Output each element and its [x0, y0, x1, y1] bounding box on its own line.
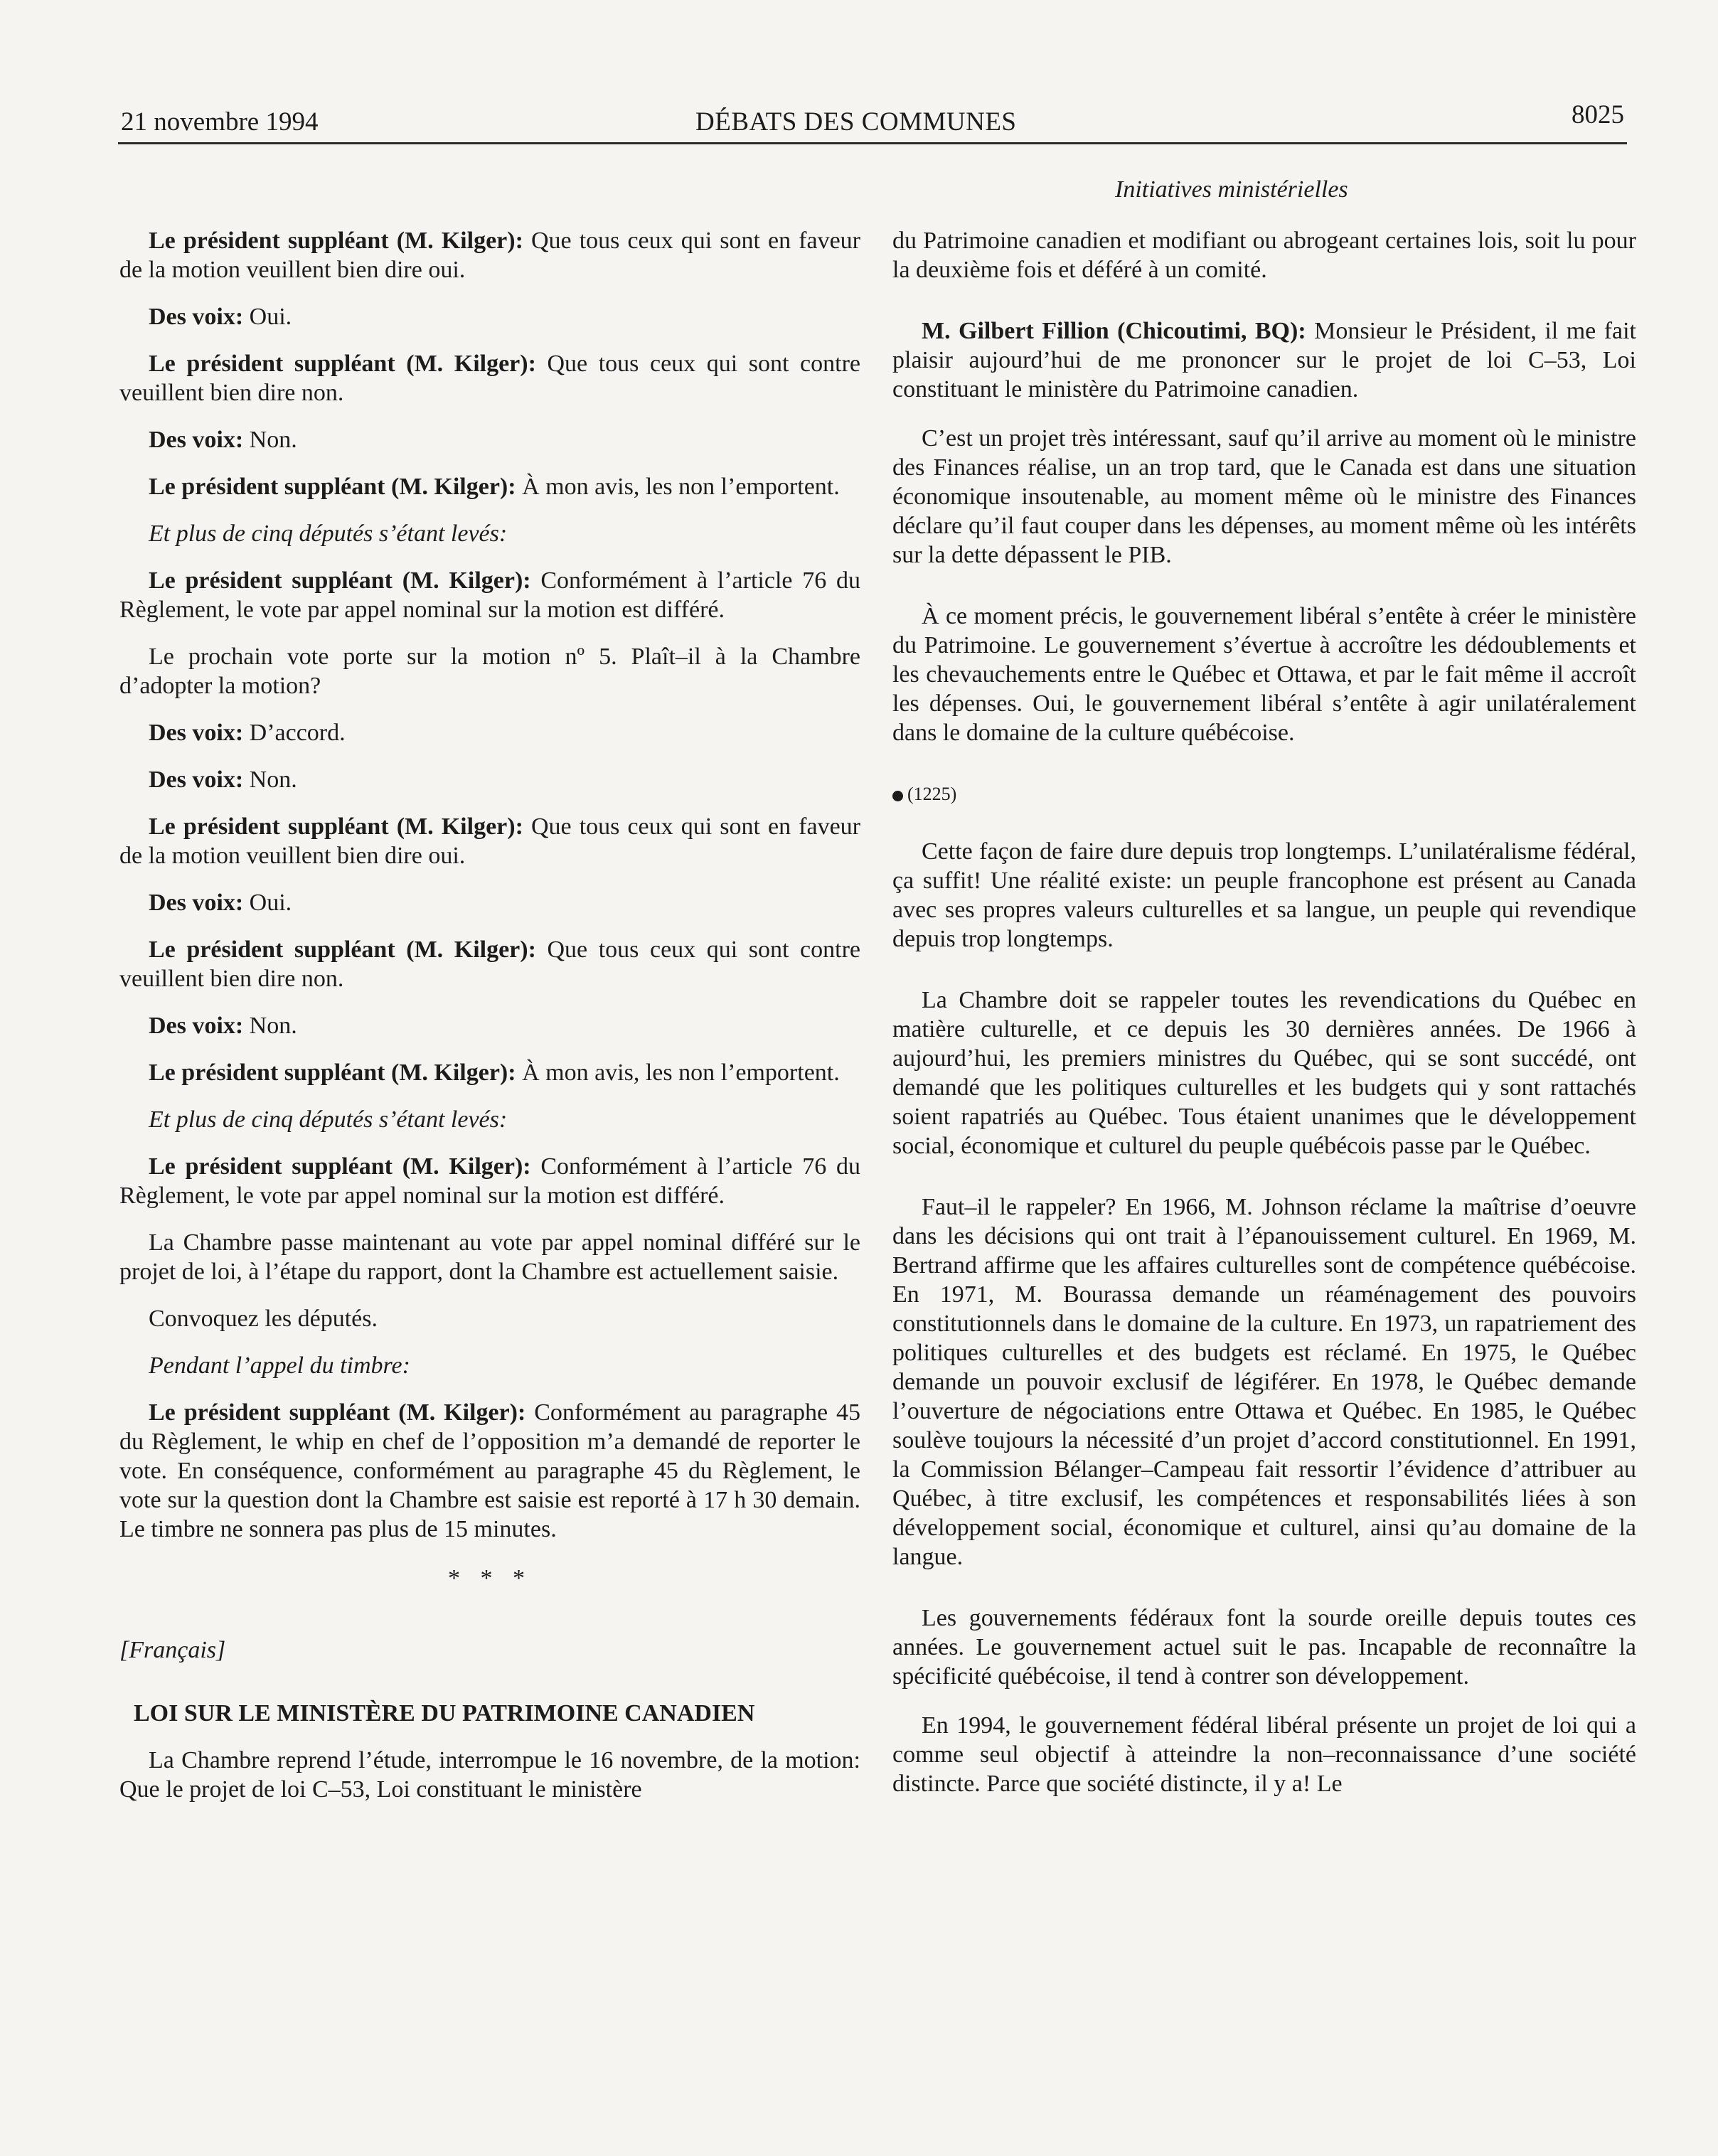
speaker-name: Le président suppléant (M. Kilger):	[149, 228, 523, 254]
speech-text: D’accord.	[243, 720, 346, 746]
speaker-name: Le président suppléant (M. Kilger):	[149, 567, 531, 594]
paragraph: La Chambre doit se rappeler toutes les revendications du Québec en matière culturelle, et ce depuis les 30 dernières années. De 1966 à aujourd’hui, les premiers ministres du Québec, qui se sont succédé, ont demandé que les politiques culturelles et les budgets qui y sont rattachés soient rapatriés au Québec. Tous étaient unanimes que le développement social, économique et culturel du peuple québécois passe par le Québec.	[892, 987, 1636, 1159]
paragraph: À ce moment précis, le gouvernement libéral s’entête à créer le ministère du Patrimoine. Le gouvernement s’évertue à accroître les dédoublements et les chevauchements entre le Québec et Ottawa, et par le fait même il accroît les dépenses. Oui, le gouvernement libéral s’entête à agir unilatéralement dans le domaine de la culture québécoise.	[892, 603, 1636, 746]
speaker-name: Des voix:	[149, 890, 244, 916]
paragraph	[119, 935, 860, 993]
paragraph	[119, 472, 860, 501]
paragraph: Les gouvernements fédéraux font la sourde oreille depuis toutes ces années. Le gouvernement actuel suit le pas. Incapable de reconnaître la spécificité québécoise, il tend à contrer son développement.	[892, 1605, 1636, 1690]
speech-text: À mon avis, les non l’emportent.	[516, 1060, 840, 1086]
section-separator: * * *	[448, 1565, 532, 1591]
paragraph	[119, 888, 860, 917]
speaker-name: Le président suppléant (M. Kilger):	[149, 1060, 516, 1086]
speaker-name: Le président suppléant (M. Kilger):	[149, 1399, 526, 1426]
speech-text: Que tous ceux qui sont en faveur de la motion veuillent bien dire oui.	[119, 228, 861, 283]
speaker-name: Des voix:	[149, 304, 244, 330]
speech-text: Que tous ceux qui sont en faveur de la motion veuillent bien dire oui.	[119, 813, 861, 869]
stage-direction: Pendant l’appel du timbre:	[149, 1352, 410, 1379]
language-tag: [Français]	[119, 1637, 226, 1663]
speaker-name: Des voix:	[149, 767, 244, 793]
speaker-name: Des voix:	[149, 720, 244, 746]
speech-text: Que tous ceux qui sont contre veuillent bien dire non.	[119, 351, 861, 406]
speaker-name: Le président suppléant (M. Kilger):	[149, 936, 536, 963]
paragraph	[119, 226, 860, 284]
paragraph	[119, 812, 860, 870]
speaker-name: Le président suppléant (M. Kilger):	[149, 474, 516, 500]
speech-text: Conformément à l’article 76 du Règlement, le vote par appel nominal sur la motion est différé.	[119, 567, 860, 623]
header-page-number: 8025	[1572, 100, 1624, 129]
paragraph	[119, 425, 860, 454]
paragraph	[119, 1058, 860, 1087]
paragraph	[119, 1152, 860, 1210]
speaker-name: Le président suppléant (M. Kilger):	[149, 813, 523, 840]
speech-text: Oui.	[243, 304, 292, 330]
paragraph	[119, 718, 860, 747]
left-column	[119, 226, 860, 1822]
speaker-name: Des voix:	[149, 1013, 244, 1039]
header-date: 21 novembre 1994	[121, 107, 319, 137]
paragraph: La Chambre passe maintenant au vote par appel nominal différé sur le projet de loi, à l’étape du rapport, dont la Chambre est actuellement saisie.	[119, 1229, 860, 1285]
paragraph: Faut–il le rappeler? En 1966, M. Johnson réclame la maîtrise d’oeuvre dans les décisions qui ont trait à l’épanouissement culturel. En 1969, M. Bertrand affirme que les affaires culturelles sont de compétence québécoise. En 1971, M. Bourassa demande un réaménagement des pouvoirs constitutionnels dans le domaine de la culture. En 1973, un rapatriement des politiques culturelles et des budgets est réclamé. En 1975, le Québec demande un pouvoir exclusif de légiférer. En 1978, le Québec demande l’ouverture de négociations entre Ottawa et Québec. En 1985, le Québec soulève toujours la nécessité d’un projet d’accord constitutionnel. En 1991, la Commission Bélanger–Campeau fait ressortir l’évidence d’attribuer au Québec, à titre exclusif, les compétences et responsabilités liées à son développement social, économique et culturel, ainsi qu’au domaine de la langue.	[892, 1194, 1636, 1570]
paragraph	[119, 1011, 860, 1040]
paragraph	[119, 566, 860, 624]
paragraph: La Chambre reprend l’étude, interrompue le 16 novembre, de la motion: Que le projet de loi C–53, Loi constituant le ministère	[119, 1747, 860, 1803]
paragraph	[892, 316, 1636, 404]
paragraph	[119, 765, 860, 794]
speech-text: Conformément au paragraphe 45 du Règlement, le whip en chef de l’opposition m’a demandé de reporter le vote. En conséquence, conformément au paragraphe 45 du Règlement, le vote sur la question dont la Chambre est saisie est reporté à 17 h 30 demain. Le timbre ne sonnera pas plus de 15 minutes.	[119, 1399, 860, 1542]
timestamp-text: (1225)	[907, 784, 957, 804]
paragraph: C’est un projet très intéressant, sauf qu’il arrive au moment où le ministre des Finances réalise, un an trop tard, que le Canada est dans une situation économique insoutenable, au moment même où le ministre des Finances déclare qu’il faut couper dans les dépenses, au moment même où les intérêts sur la dette dépassent le PIB.	[892, 425, 1636, 568]
speaker-name: Des voix:	[149, 427, 244, 453]
speech-text: Non.	[243, 1013, 297, 1039]
speech-text: Non.	[243, 767, 297, 793]
speech-text: À mon avis, les non l’emportent.	[516, 474, 840, 500]
paragraph	[119, 349, 860, 407]
right-column	[892, 226, 1636, 1830]
stage-direction: Et plus de cinq députés s’étant levés:	[149, 1106, 508, 1133]
paragraph: Convoquez les députés.	[149, 1306, 378, 1332]
paragraph: Le prochain vote porte sur la motion nº 5. Plaît–il à la Chambre d’adopter la motion?	[119, 644, 860, 699]
header-rule	[118, 142, 1627, 144]
speech-text: Non.	[243, 427, 297, 453]
bullet-icon	[892, 791, 903, 801]
speech-text: Oui.	[243, 890, 292, 916]
paragraph	[119, 302, 860, 331]
speaker-name: M. Gilbert Fillion (Chicoutimi, BQ):	[922, 318, 1306, 344]
paragraph	[119, 1398, 860, 1544]
speech-text: Que tous ceux qui sont contre veuillent bien dire non.	[119, 936, 861, 992]
speech-text: Monsieur le Président, il me fait plaisir aujourd’hui de me prononcer sur le projet de loi C–53, Loi constituant le ministère du Patrimoine canadien.	[892, 318, 1636, 402]
timestamp	[892, 779, 1636, 808]
bill-heading: LOI SUR LE MINISTÈRE DU PATRIMOINE CANADIEN	[134, 1700, 755, 1727]
header-publication-title: DÉBATS DES COMMUNES	[695, 107, 1017, 137]
speaker-name: Le président suppléant (M. Kilger):	[149, 1153, 531, 1180]
speaker-name: Le président suppléant (M. Kilger):	[149, 351, 536, 377]
paragraph: En 1994, le gouvernement fédéral libéral présente un projet de loi qui a comme seul objectif à atteindre la non–reconnaissance d’une société distincte. Parce que société distincte, il y a! Le	[892, 1712, 1636, 1797]
paragraph: Cette façon de faire dure depuis trop longtemps. L’unilatéralisme fédéral, ça suffit! Une réalité existe: un peuple francophone est présent au Canada avec ses propres valeurs culturelles et sa langue, un peuple qui revendique depuis trop longtemps.	[892, 838, 1636, 952]
stage-direction: Et plus de cinq députés s’étant levés:	[149, 521, 508, 547]
speech-text: Conformément à l’article 76 du Règlement, le vote par appel nominal sur la motion est différé.	[119, 1153, 860, 1209]
paragraph: du Patrimoine canadien et modifiant ou abrogeant certaines lois, soit lu pour la deuxième fois et déféré à un comité.	[892, 228, 1636, 283]
section-label: Initiatives ministérielles	[1115, 176, 1348, 203]
